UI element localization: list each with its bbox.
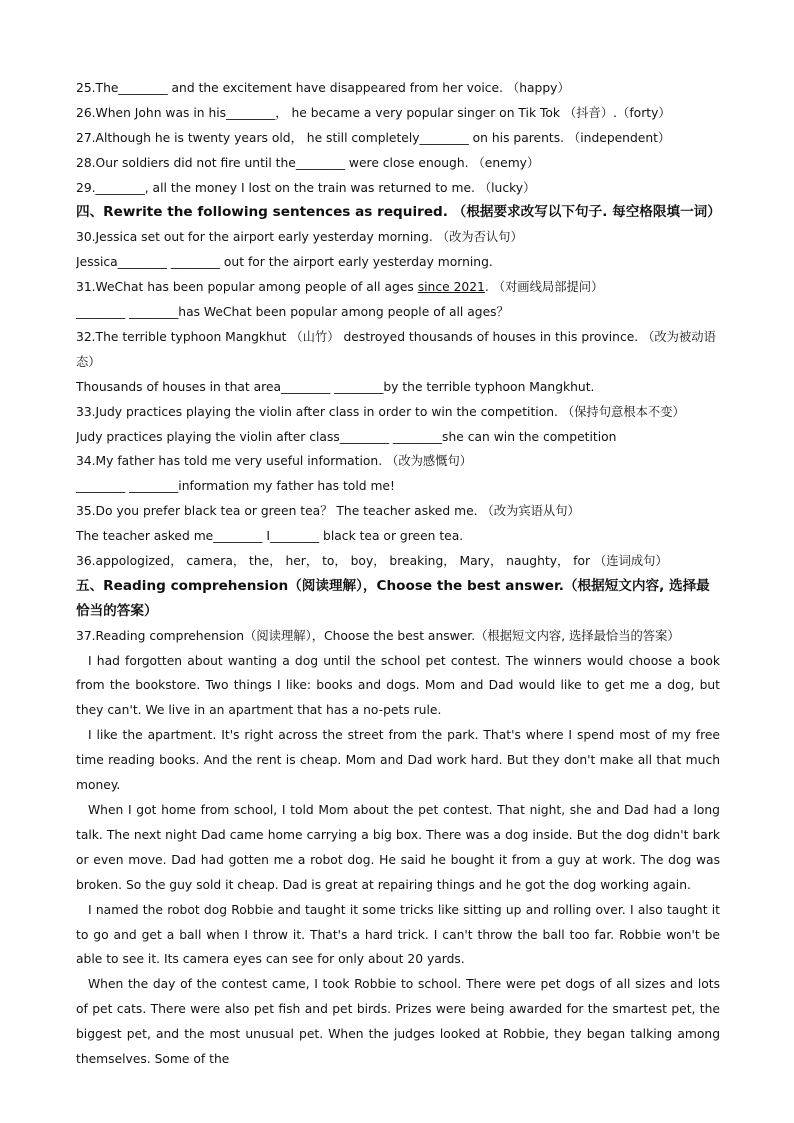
question-27: 27.Although he is twenty years old， he still completely________ on his parents. （independent） [76,130,671,145]
question-30: 30.Jessica set out for the airport early yesterday morning. （改为否认句） [76,230,523,245]
document-page [76,76,720,1072]
question-32-answer: Thousands of houses in that area________ ________by the terrible typhoon Mangkhut. [76,379,595,394]
passage-paragraph: I named the robot dog Robbie and taught it some tricks like sitting up and rolling over. I also taught it to go and get a ball when I throw it. That's a hard trick. I can't throw the ball too far. Robbie won't be able to see it. Its camera eyes can see for only about 20 yards. [76,902,720,967]
question-37: 37.Reading comprehension（阅读理解），Choose the best answer.（根据短文内容, 选择最恰当的答案） [76,628,680,643]
question-33: 33.Judy practices playing the violin after class in order to win the competition. （保持句意根本不变） [76,404,685,419]
question-31 [76,275,720,300]
question-29: 29.________, all the money I lost on the train was returned to me. （lucky） [76,180,536,195]
question-31-underlined: since 2021 [417,280,485,295]
question-31-prefix: 31.WeChat has been popular among people of all ages [76,280,418,295]
question-26: 26.When John was in his________， he became a very popular singer on Tik Tok （抖音）.（forty） [76,105,671,120]
passage-paragraph: I had forgotten about wanting a dog until the school pet contest. The winners would choose a book from the bookstore. Two things I like: books and dogs. Mom and Dad would like to get me a dog, but they can't. We live in an apartment that has a no-pets rule. [76,653,720,718]
question-35: 35.Do you prefer black tea or green tea？ The teacher asked me. （改为宾语从句） [76,504,580,519]
passage-paragraph: When I got home from school, I told Mom about the pet contest. That night, she and Dad had a long talk. The next night Dad came home carrying a big box. There was a dog inside. But the dog didn't bark or even move. Dad had gotten me a robot dog. He said he bought it from a guy at work. The dog was broken. So the guy sold it cheap. Dad is great at repairing things and he got the dog working again. [76,803,720,892]
question-34-answer: ________ ________information my father has told me! [76,479,395,494]
question-33-answer: Judy practices playing the violin after class________ ________she can win the competition [76,429,617,444]
question-30-answer: Jessica________ ________ out for the airport early yesterday morning. [76,255,493,270]
section-5-heading: 五、Reading comprehension（阅读理解），Choose the best answer.（根据短文内容, 选择最恰当的答案） [76,577,710,619]
question-34: 34.My father has told me very useful information. （改为感慨句） [76,454,473,469]
question-36: 36.appologized， camera， the， her， to， boy， breaking， Mary， naughty， for （连词成句） [76,553,668,568]
question-35-answer: The teacher asked me________ I________ black tea or green tea. [76,529,464,544]
section-4-heading: 四、Rewrite the following sentences as required. （根据要求改写以下句子. 每空格限填一词） [76,204,721,221]
question-28: 28.Our soldiers did not fire until the________ were close enough. （enemy） [76,155,540,170]
passage-paragraph: I like the apartment. It's right across the street from the park. That's where I spend most of my free time reading books. And the rent is cheap. Mom and Dad work hard. But they don't make all that much money. [76,728,720,793]
passage-paragraph: When the day of the contest came, I took Robbie to school. There were pet dogs of all sizes and lots of pet cats. There were also pet fish and pet birds. Prizes were being awarded for the smartest pet, the biggest pet, and the most unusual pet. When the judges looked at Robbie, they began talking among themselves. Some of the [76,977,720,1067]
question-32: 32.The terrible typhoon Mangkhut （山竹） destroyed thousands of houses in this province. （改为被动语态） [76,329,716,369]
question-31-answer: ________ ________has WeChat been popular among people of all ages？ [76,305,509,320]
question-25: 25.The________ and the excitement have disappeared from her voice. （happy） [76,81,570,95]
question-31-suffix: . （对画线局部提问） [484,280,604,295]
